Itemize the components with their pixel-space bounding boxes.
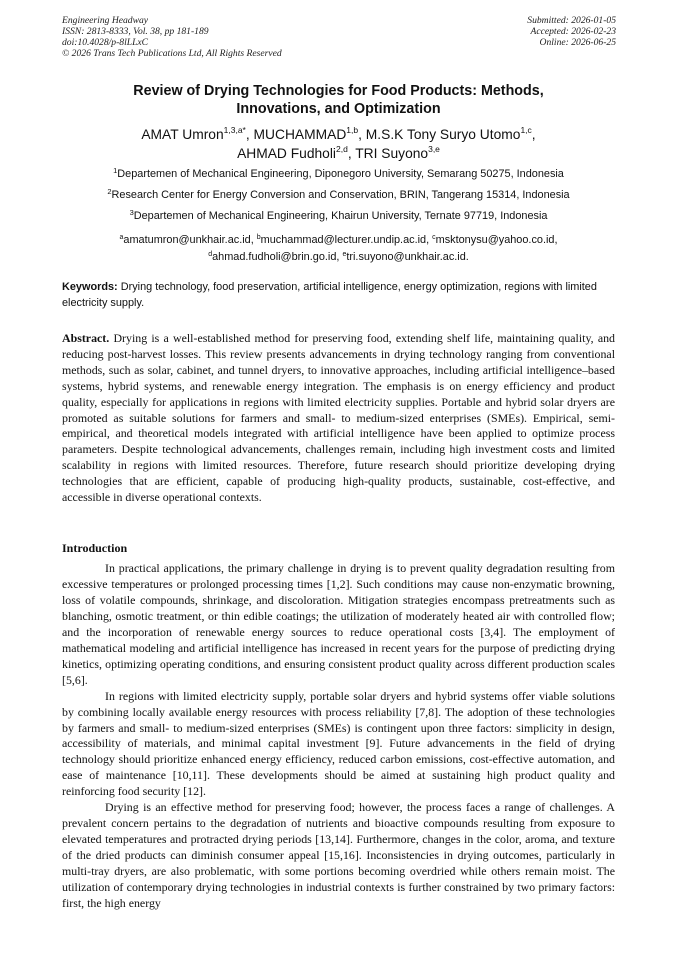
submitted-date: Submitted: 2026-01-05 (527, 15, 616, 26)
section-heading: Introduction (62, 541, 128, 555)
affiliation-3 (62, 210, 615, 223)
email-link[interactable]: msktonysu@yahoo.co.id, (435, 234, 558, 246)
body-paragraph: In regions with limited electricity supply, portable solar dryers and hybrid systems offer viable solutions by combining locally available energy resources with process reliability [7,8]. The adoption of these technologies by farmers and small- to medium-sized enterprises (SMEs) is contingent upon three factors: simplicity in design, accessibility of materials, and minimal capital investment [9]. Future advancements in the field of drying technology should prioritize enhanced energy efficiency, reduced carbon emissions, cost-effective automation, and ease of maintenance [10,11]. These developments should be aimed at sustaining high product quality and reinforcing food security [12]. (62, 688, 615, 799)
author-affil-sup: 3,e (428, 144, 440, 154)
author-separator: , (347, 146, 356, 161)
abstract-block (62, 331, 615, 506)
affiliation-text: Research Center for Energy Conversion and Conservation, BRIN, Tangerang 15314, Indonesia (111, 189, 570, 201)
author-affil-sup: 1,c (520, 125, 532, 135)
title-line-1: Review of Drying Technologies for Food Products: Methods, (133, 83, 544, 99)
email-sup: b (256, 234, 261, 241)
affiliation-number: 2 (107, 187, 112, 196)
email-sup: a (119, 234, 124, 241)
email-link[interactable]: amatumron@unkhair.ac.id, (123, 234, 257, 246)
doi-line[interactable]: doi:10.4028/p-8lLLxC (62, 37, 149, 48)
affiliation-text: Departemen of Mechanical Engineering, Khairun University, Ternate 97719, Indonesia (133, 210, 548, 222)
author-name: AHMAD Fudholi (237, 146, 336, 161)
email-sup: c (432, 234, 436, 241)
author-list (62, 125, 615, 163)
author-affil-sup: 1,3,a* (223, 125, 246, 135)
introduction-body (62, 561, 615, 912)
affiliation-number: 1 (113, 166, 118, 175)
affiliation-text: Departemen of Mechanical Engineering, Diponegoro University, Semarang 50275, Indonesia (117, 168, 564, 180)
author-separator: , (531, 127, 536, 142)
keywords-block (62, 280, 615, 311)
author-name: MUCHAMMAD (253, 127, 347, 142)
email-sup: d (208, 251, 213, 258)
journal-name: Engineering Headway (62, 15, 149, 26)
email-link[interactable]: muchammad@lecturer.undip.ac.id, (260, 234, 433, 246)
author-emails (62, 232, 615, 266)
email-sup: e (342, 251, 347, 258)
author-separator: , (358, 127, 366, 142)
affiliation-1 (62, 168, 615, 181)
keywords-label: Keywords: (62, 281, 118, 293)
author-separator: , (245, 127, 254, 142)
keywords-text: Drying technology, food preservation, artificial intelligence, energy optimization, regions with limited electricity supply. (62, 281, 597, 309)
affiliation-2 (62, 189, 615, 202)
author-name: AMAT Umron (141, 127, 224, 142)
title-line-2: Innovations, and Optimization (236, 101, 441, 117)
abstract-label: Abstract. (62, 331, 110, 345)
online-date: Online: 2026-06-25 (539, 37, 616, 48)
email-link[interactable]: ahmad.fudholi@brin.go.id, (212, 251, 343, 263)
dates-header (527, 15, 616, 48)
author-name: TRI Suyono (355, 146, 429, 161)
author-affil-sup: 2,d (335, 144, 348, 154)
body-paragraph: Drying is an effective method for preserving food; however, the process faces a range of challenges. A prevalent concern pertains to the degradation of nutrients and bioactive compounds resulting from exposure to elevated temperatures and protracted drying periods [13,14]. Furthermore, changes in the color, aroma, and texture of the dried products can diminish consumer appeal [15,16]. Inconsistencies in drying outcomes, particularly in multi-tray dryers, are also problematic, with some portions becoming overdried while others remain moist. The utilization of contemporary drying technologies in industrial contexts is further constrained by two primary factors: first, the high energy (62, 800, 615, 911)
affiliation-number: 3 (129, 208, 134, 217)
body-paragraph: In practical applications, the primary challenge in drying is to prevent quality degradation resulting from excessive temperatures or prolonged processing times [1,2]. Such conditions may cause non-enzymatic browning, loss of volatile compounds, shrinkage, and discoloration. Mitigation strategies encompass pretreatments such as blanching, osmotic treatment, or thin edible coatings; the utilization of moderately heated air with controlled flow; and the incorporation of renewable energy sources to reduce operational costs [3,4]. The employment of mathematical modeling and artificial intelligence has increased in recent years for the purpose of predicting drying kinetics, optimizing operating conditions, and ensuring consistent product quality across different production scales [5,6]. (62, 561, 615, 687)
accepted-date: Accepted: 2026-02-23 (530, 26, 616, 37)
copyright-line: © 2026 Trans Tech Publications Ltd, All Rights Reserved (62, 48, 282, 59)
paper-title (62, 82, 615, 118)
journal-header (62, 15, 282, 59)
email-link[interactable]: tri.suyono@unkhair.ac.id. (346, 251, 469, 263)
abstract-text: Drying is a well-established method for preserving food, extending shelf life, maintaining quality, and reducing post-harvest losses. This review presents advancements in drying technology ranging from conventional methods, such as solar, cabinet, and tunnel dryers, to innovative approaches, including artificial intelligence–based systems, hybrid systems, and renewable energy integration. The emphasis is on energy efficiency and product quality, especially for applications in regions with limited electricity supplies. Portable and hybrid solar dryers are promoted as suitable solutions for farmers and small- to medium-sized enterprises (SMEs). Empirical, semi-empirical, and theoretical models integrated with artificial intelligence have been applied to optimize process parameters. Despite technological advancements, challenges remain, including high investment costs and limited scalability in regions with limited resources. Therefore, future research should prioritize developing drying technologies that are efficient, capable of producing high-quality products, sustainable, cost-effective, and accessible in diverse operational contexts. (62, 331, 615, 505)
issn-line: ISSN: 2813-8333, Vol. 38, pp 181-189 (62, 26, 209, 37)
author-name: M.S.K Tony Suryo Utomo (365, 127, 521, 142)
author-affil-sup: 1,b (346, 125, 359, 135)
